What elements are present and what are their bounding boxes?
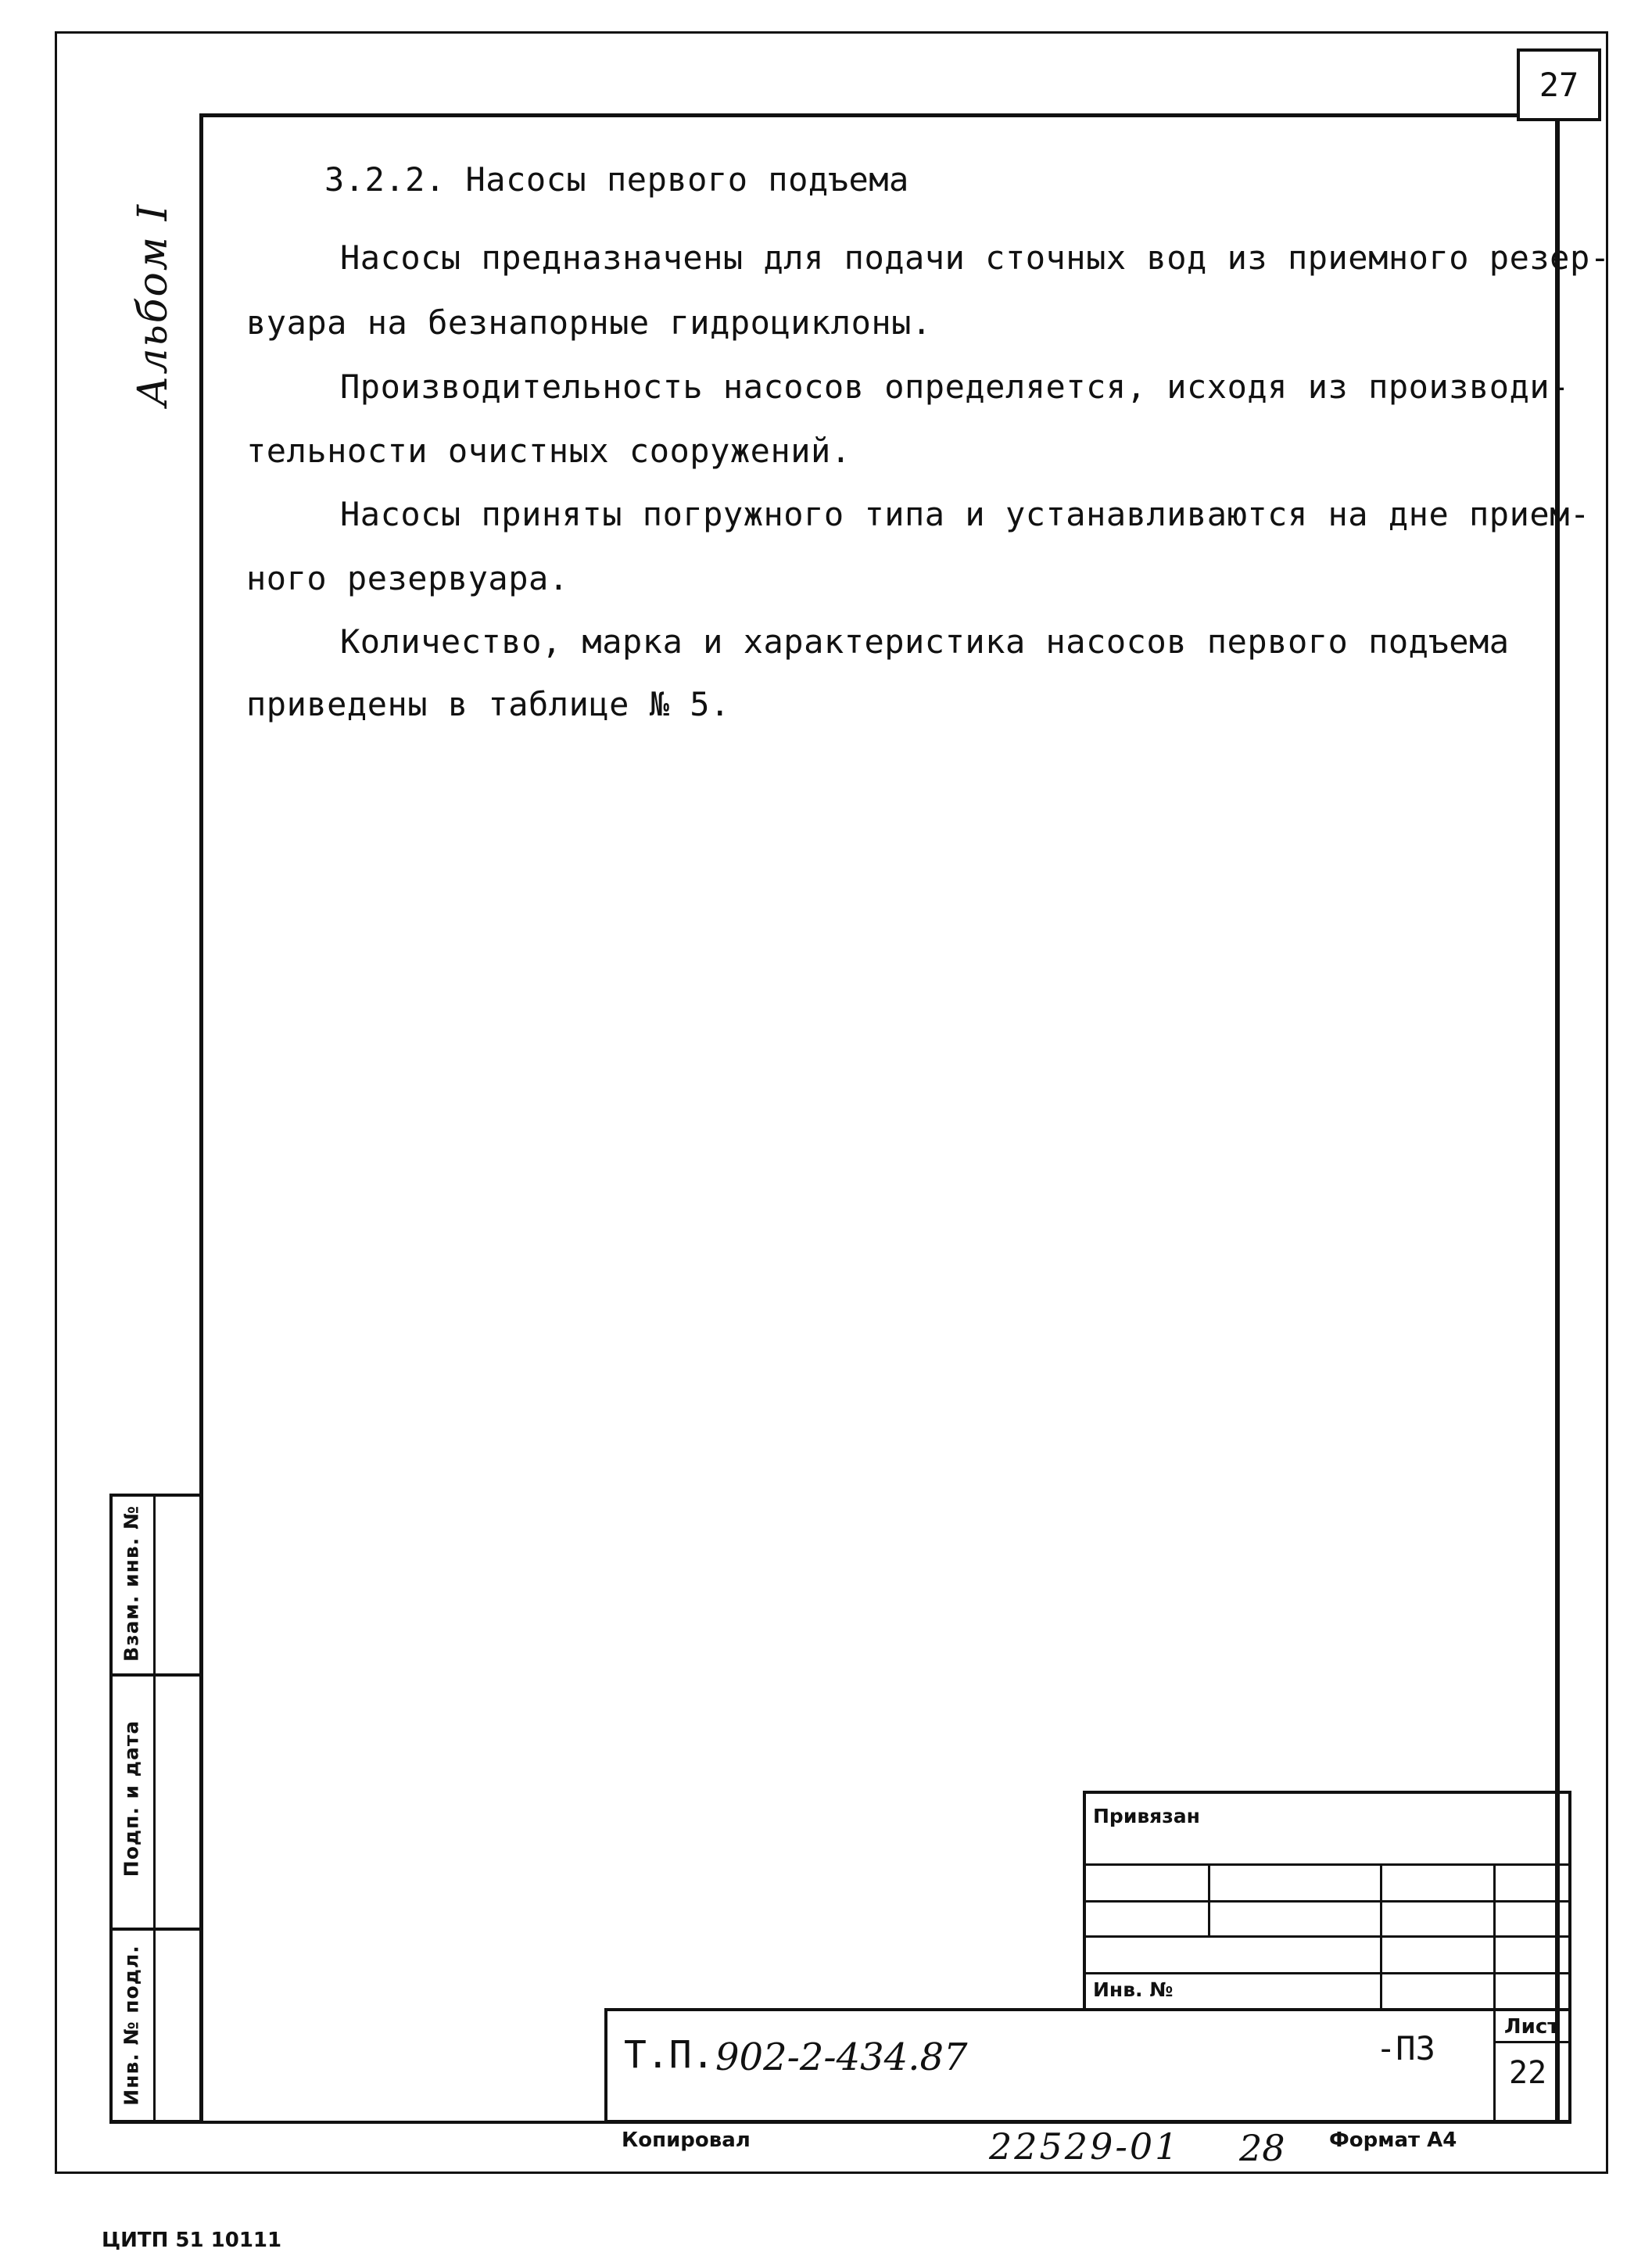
- binding-row-line: [1083, 1972, 1571, 1974]
- copy-sheet-number: 28: [1239, 2127, 1285, 2169]
- paragraph-line: Насосы предназначены для подачи сточных вод из приемного резер-: [340, 238, 1611, 277]
- paragraph-line: тельности очистных сооружений.: [246, 432, 851, 470]
- stamp-label-podp-data: Подп. и дата: [120, 1720, 143, 1877]
- title-block-sheet-row: [1493, 2041, 1571, 2043]
- doc-suffix: -ПЗ: [1376, 2029, 1435, 2068]
- binding-inv-label: Инв. №: [1093, 1978, 1174, 2001]
- binding-col-line: [1493, 1863, 1496, 2010]
- stamp-label-vzam-inv: Взам. инв. №: [120, 1505, 143, 1662]
- format-label: Формат А4: [1329, 2129, 1457, 2152]
- left-stamp-row-divider: [109, 1928, 202, 1931]
- paragraph-line: вуара на безнапорные гидроциклоны.: [246, 303, 932, 342]
- order-number: 22529-01: [989, 2125, 1181, 2168]
- paragraph-line: Насосы приняты погружного типа и устанавливаются на дне прием-: [340, 495, 1590, 533]
- sheet-label: Лист: [1504, 2015, 1560, 2039]
- section-heading: 3.2.2. Насосы первого подъема: [324, 160, 909, 199]
- left-stamp-divider: [153, 1494, 156, 2123]
- title-block-sheet-divider: [1493, 2008, 1496, 2123]
- left-stamp-row-divider: [109, 1673, 202, 1677]
- binding-col-line: [1208, 1863, 1210, 1936]
- printer-code: ЦИТП 51 10111: [102, 2229, 282, 2252]
- paragraph-line: ного резервуара.: [246, 559, 569, 597]
- binding-row-line: [1083, 1935, 1571, 1938]
- album-label: Альбом I: [130, 203, 177, 407]
- binding-row-line: [1083, 1900, 1571, 1903]
- paragraph-line: Производительность насосов определяется, исходя из производи-: [340, 368, 1570, 406]
- paragraph-line: приведены в таблице № 5.: [246, 685, 730, 723]
- corner-sheet-number: 27: [1517, 48, 1601, 121]
- doc-number: 902-2-434.87: [715, 2035, 968, 2079]
- doc-prefix: Т.П.: [624, 2033, 715, 2077]
- binding-row-line: [1083, 1863, 1571, 1866]
- sheet-number: 22: [1509, 2055, 1547, 2091]
- binding-col-line: [1380, 1863, 1382, 2010]
- stamp-label-inv-podl: Инв. № подл.: [120, 1945, 143, 2106]
- paragraph-line: Количество, марка и характеристика насосов первого подъема: [340, 622, 1510, 661]
- binding-label: Привязан: [1093, 1805, 1200, 1827]
- copied-label: Копировал: [622, 2129, 751, 2152]
